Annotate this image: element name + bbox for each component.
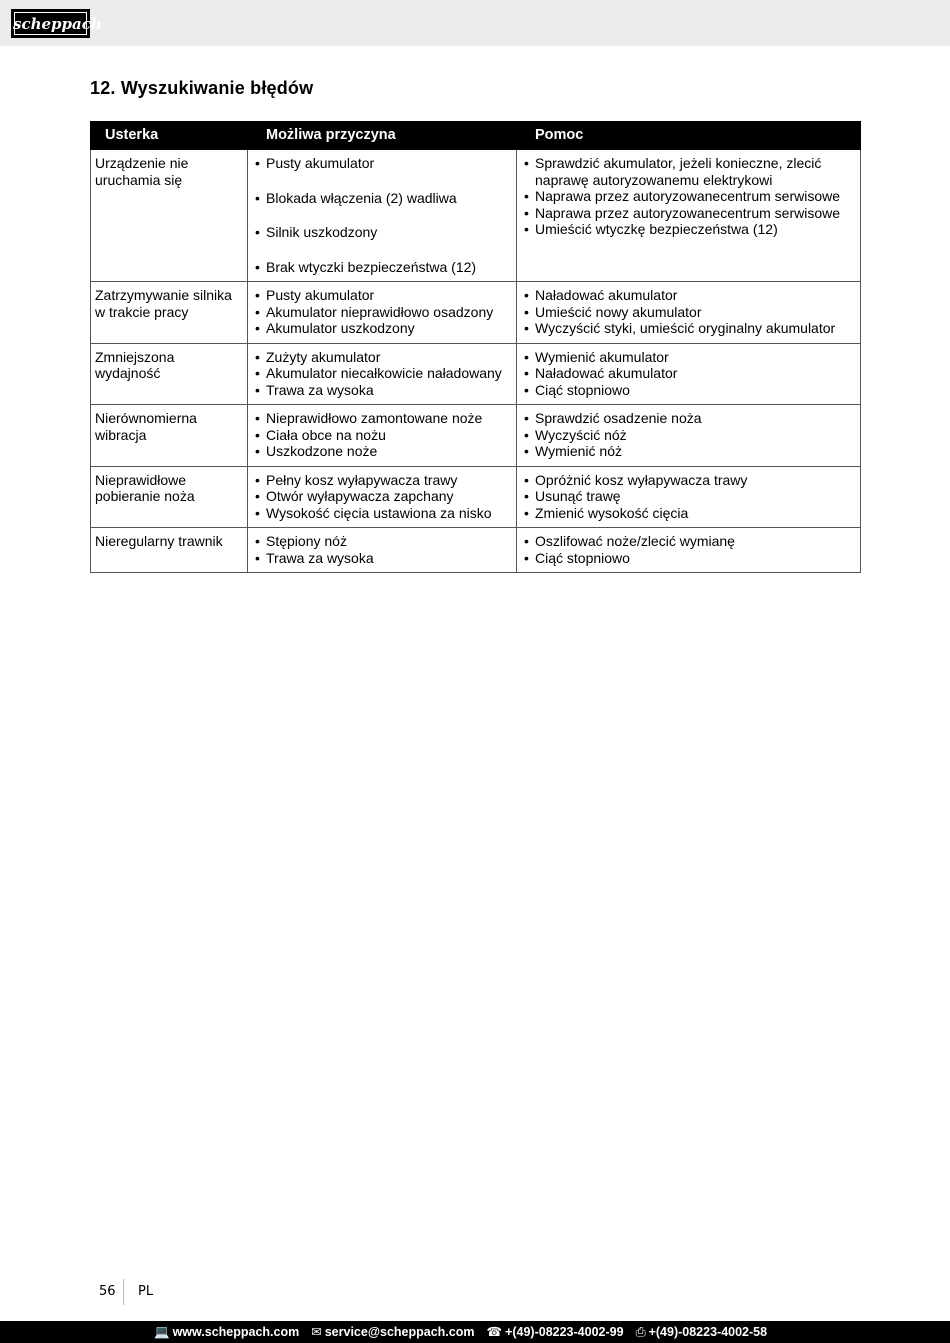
cause-item: • Trawa za wysoka xyxy=(252,382,512,399)
remedy-item: • Wymienić akumulator xyxy=(521,349,856,366)
cause-item: • Akumulator nieprawidłowo osadzony xyxy=(252,304,512,321)
footer-band xyxy=(0,1321,950,1343)
cause-item: • Akumulator niecałkowicie naładowany xyxy=(252,365,512,382)
table-header-row xyxy=(91,122,861,150)
cause-cell xyxy=(248,405,517,467)
remedy-list xyxy=(521,410,856,460)
cause-list xyxy=(252,155,512,275)
remedy-cell xyxy=(517,528,861,573)
remedy-item: • Sprawdzić osadzenie noża xyxy=(521,410,856,427)
remedy-item: • Naładować akumulator xyxy=(521,365,856,382)
issue-cell: Nieprawidłowe pobieranie noża xyxy=(91,466,248,528)
table-row xyxy=(91,150,861,282)
cause-cell xyxy=(248,343,517,405)
remedy-item: • Opróżnić kosz wyłapywacza trawy xyxy=(521,472,856,489)
remedy-cell xyxy=(517,405,861,467)
remedy-list xyxy=(521,533,856,566)
table-row xyxy=(91,528,861,573)
remedy-item: • Oszlifować noże/zlecić wymianę xyxy=(521,533,856,550)
remedy-item: • Umieścić nowy akumulator xyxy=(521,304,856,321)
remedy-item: • Zmienić wysokość cięcia xyxy=(521,505,856,522)
remedy-item: • Naprawa przez autoryzowanecentrum serwisowe xyxy=(521,205,856,222)
footer-divider xyxy=(123,1279,124,1305)
cause-item: • Wysokość cięcia ustawiona za nisko xyxy=(252,505,512,522)
cause-item: • Ciała obce na nożu xyxy=(252,427,512,444)
remedy-item: • Umieścić wtyczkę bezpieczeństwa (12) xyxy=(521,221,856,238)
cause-item: • Brak wtyczki bezpieczeństwa (12) xyxy=(252,259,512,276)
cause-list xyxy=(252,410,512,460)
cause-item: • Uszkodzone noże xyxy=(252,443,512,460)
cause-item: • Nieprawidłowo zamontowane noże xyxy=(252,410,512,427)
remedy-item: • Wymienić nóż xyxy=(521,443,856,460)
remedy-item: • Wyczyścić nóż xyxy=(521,427,856,444)
remedy-item: • Wyczyścić styki, umieścić oryginalny akumulator xyxy=(521,320,856,337)
remedy-item: • Usunąć trawę xyxy=(521,488,856,505)
cause-item: • Pusty akumulator xyxy=(252,287,512,304)
table-row xyxy=(91,405,861,467)
cause-item: • Silnik uszkodzony xyxy=(252,224,512,241)
header-band xyxy=(0,0,950,46)
remedy-cell xyxy=(517,343,861,405)
remedy-item: • Sprawdzić akumulator, jeżeli konieczne, zlecić naprawę autoryzowanemu elektrykowi xyxy=(521,155,856,188)
remedy-list xyxy=(521,349,856,399)
scheppach-logo: scheppach xyxy=(11,9,90,38)
contact-bar xyxy=(154,1321,779,1343)
cause-item: • Stępiony nóż xyxy=(252,533,512,550)
column-header-cause: Możliwa przyczyna xyxy=(248,122,517,150)
remedy-list xyxy=(521,155,856,238)
contact-text: service@scheppach.com xyxy=(324,1325,475,1339)
cause-cell xyxy=(248,282,517,344)
contact-text: +(49)-08223-4002-58 xyxy=(648,1325,768,1339)
cause-list xyxy=(252,533,512,566)
remedy-list xyxy=(521,287,856,337)
table-row xyxy=(91,466,861,528)
fax-icon: ⎙ xyxy=(635,1325,646,1339)
page-title: 12. Wyszukiwanie błędów xyxy=(90,78,314,98)
remedy-cell xyxy=(517,150,861,282)
email-icon: ✉ xyxy=(311,1325,322,1339)
cause-item: • Trawa za wysoka xyxy=(252,550,512,567)
contact-item xyxy=(636,1325,768,1339)
cause-item: • Otwór wyłapywacza zapchany xyxy=(252,488,512,505)
contact-text: www.scheppach.com xyxy=(172,1325,300,1339)
computer-icon: 💻 xyxy=(154,1325,170,1339)
cause-item: • Blokada włączenia (2) wadliwa xyxy=(252,190,512,207)
remedy-item: • Naprawa przez autoryzowanecentrum serwisowe xyxy=(521,188,856,205)
phone-icon: ☎ xyxy=(486,1325,503,1339)
remedy-cell xyxy=(517,282,861,344)
remedy-item: • Ciąć stopniowo xyxy=(521,382,856,399)
troubleshooting-table xyxy=(90,121,861,573)
contact-item xyxy=(154,1325,299,1339)
column-header-issue: Usterka xyxy=(91,122,248,150)
table-body xyxy=(91,150,861,573)
issue-cell: Nieregularny trawnik xyxy=(91,528,248,573)
remedy-cell xyxy=(517,466,861,528)
issue-cell: Zmniejszona wydajność xyxy=(91,343,248,405)
contact-item xyxy=(311,1325,474,1339)
issue-cell: Zatrzymywanie silnika w trakcie pracy xyxy=(91,282,248,344)
cause-item: • Pusty akumulator xyxy=(252,155,512,172)
remedy-item: • Naładować akumulator xyxy=(521,287,856,304)
contact-item xyxy=(486,1325,623,1339)
language-code: PL xyxy=(138,1284,154,1299)
remedy-list xyxy=(521,472,856,522)
remedy-item: • Ciąć stopniowo xyxy=(521,550,856,567)
cause-item: • Pełny kosz wyłapywacza trawy xyxy=(252,472,512,489)
column-header-remedy: Pomoc xyxy=(517,122,861,150)
table-row xyxy=(91,282,861,344)
issue-cell: Nierównomierna wibracja xyxy=(91,405,248,467)
contact-text: +(49)-08223-4002-99 xyxy=(505,1325,624,1339)
issue-cell: Urządzenie nie uruchamia się xyxy=(91,150,248,282)
cause-list xyxy=(252,472,512,522)
cause-cell xyxy=(248,466,517,528)
cause-item: • Akumulator uszkodzony xyxy=(252,320,512,337)
cause-list xyxy=(252,349,512,399)
cause-list xyxy=(252,287,512,337)
cause-cell xyxy=(248,150,517,282)
table-row xyxy=(91,343,861,405)
page-number: 56 xyxy=(99,1284,116,1299)
cause-cell xyxy=(248,528,517,573)
cause-item: • Zużyty akumulator xyxy=(252,349,512,366)
